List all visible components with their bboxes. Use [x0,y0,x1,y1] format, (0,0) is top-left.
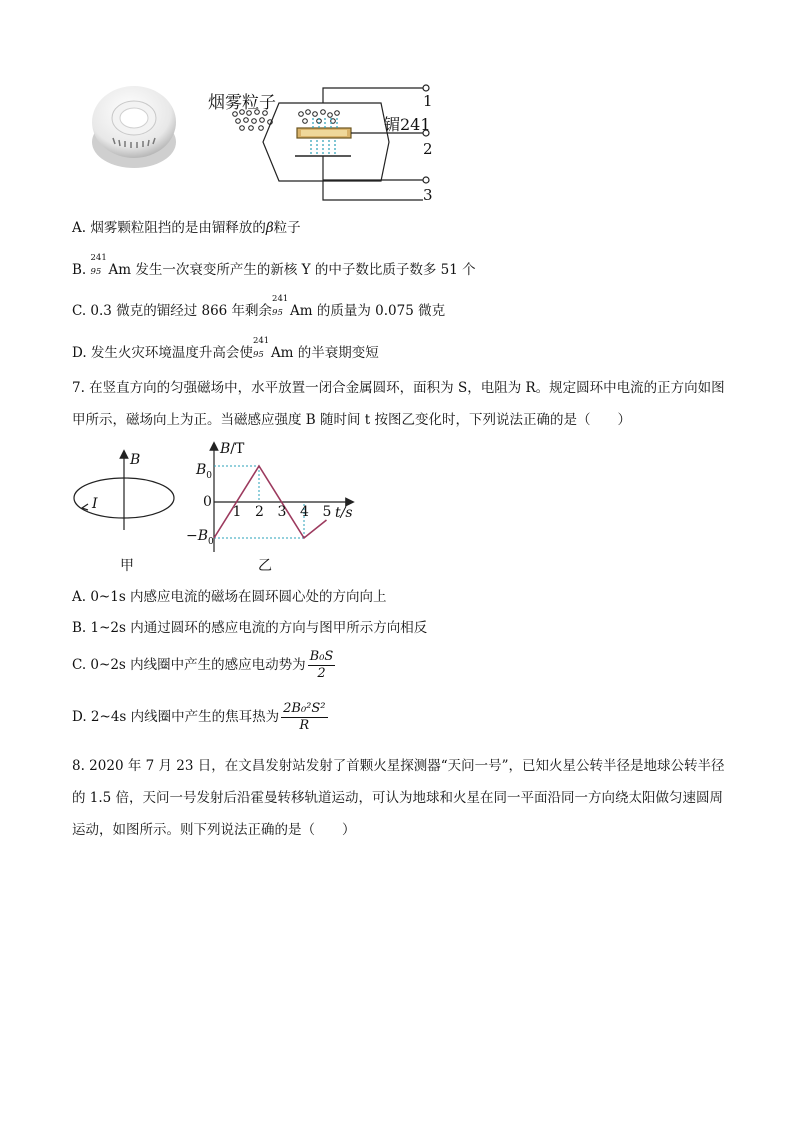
figure-yi-bt-graph [190,440,360,565]
jia-caption: 甲 [120,558,134,574]
q6-option-c: C. 0.3 微克的镅经过 866 年剩余 241 95 Am 的质量为 0.075 微克 [72,294,446,319]
americium-label: 镅241 [384,115,431,134]
q8-stem: 8. 2020 年 7 月 23 日，在文昌发射站发射了首颗火星探测器“天问一号”，已知火星公转半径是地球公转半径的 1.5 倍，天问一号发射后沿霍曼转移轨道运动，可认为地球和火星在同一平面沿同一方向绕太阳做匀速圆周运动，如图所示。则下列说法正确的是（ ） [72,758,725,838]
jia-b-label: B [130,452,141,468]
q7-option-c: C. 0~2s 内线圈中产生的感应电动势为 $\frac{\text{B₀S}}{2}$ [72,649,334,681]
q7-option-d: D. 2~4s 内线圈中产生的焦耳热为 $\frac{\text{2B₀²S²}}{R}$ [72,701,326,733]
q6-option-b: B. 241 95 Am 发生一次衰变所产生的新核 Y 的中子数比质子数多 51 个 [72,253,476,278]
smoke-detector-photo [88,78,180,178]
nuclide-am241: 241 95 [90,253,107,277]
q7-stem: 7. 在竖直方向的匀强磁场中，水平放置一闭合金属圆环，面积为 S，电阻为 R。规定圆环中电流的正方向如图甲所示，磁场向上为正。当磁感应强度 B 随时间 t 按图乙变化时，下列说法正确的是（ ） [72,380,725,428]
chamber-outline [263,103,389,181]
nuclide-am241: 241 95 [272,294,289,318]
yi-y-top-label: $B_0$ [196,462,213,481]
terminal-3-label: 3 [423,186,433,204]
nuclide-am241: 241 95 [252,336,270,360]
x-tick-label: 2 [255,504,264,520]
q6-option-a: A. 烟雾颗粒阻挡的是由镅释放的β粒子 [72,220,301,236]
terminal-2-label: 2 [423,140,433,158]
yi-y-axis-label: B/T [220,441,245,457]
yi-origin-label: 0 [203,494,212,510]
q7-option-a: A. 0~1s 内感应电流的磁场在圆环圆心处的方向向上 [72,589,387,605]
yi-y-bottom-label: $-B_0$ [186,528,214,547]
terminal-3 [423,177,429,183]
terminal-1 [423,85,429,91]
q6-option-d: D. 发生火灾环境温度升高会使 241 95 Am 的半衰期变短 [72,336,379,361]
emf-fraction: $\frac{\text{B₀S}}{2}$ [309,649,334,681]
x-tick-label: 1 [232,504,242,520]
x-tick-label: 3 [277,504,287,520]
yi-x-axis-label: t/s [335,505,353,521]
x-tick-label: 5 [322,504,332,520]
smoke-particle-label: 烟雾粒子 [208,93,276,113]
yi-caption: 乙 [258,558,272,574]
x-tick-label: 4 [300,504,309,520]
heat-fraction: $\frac{\text{2B₀²S²}}{R}$ [283,701,326,733]
terminal-1-label: 1 [423,92,433,110]
q7-option-b: B. 1~2s 内通过圆环的感应电流的方向与图甲所示方向相反 [72,620,428,636]
jia-i-label: I [92,496,98,512]
